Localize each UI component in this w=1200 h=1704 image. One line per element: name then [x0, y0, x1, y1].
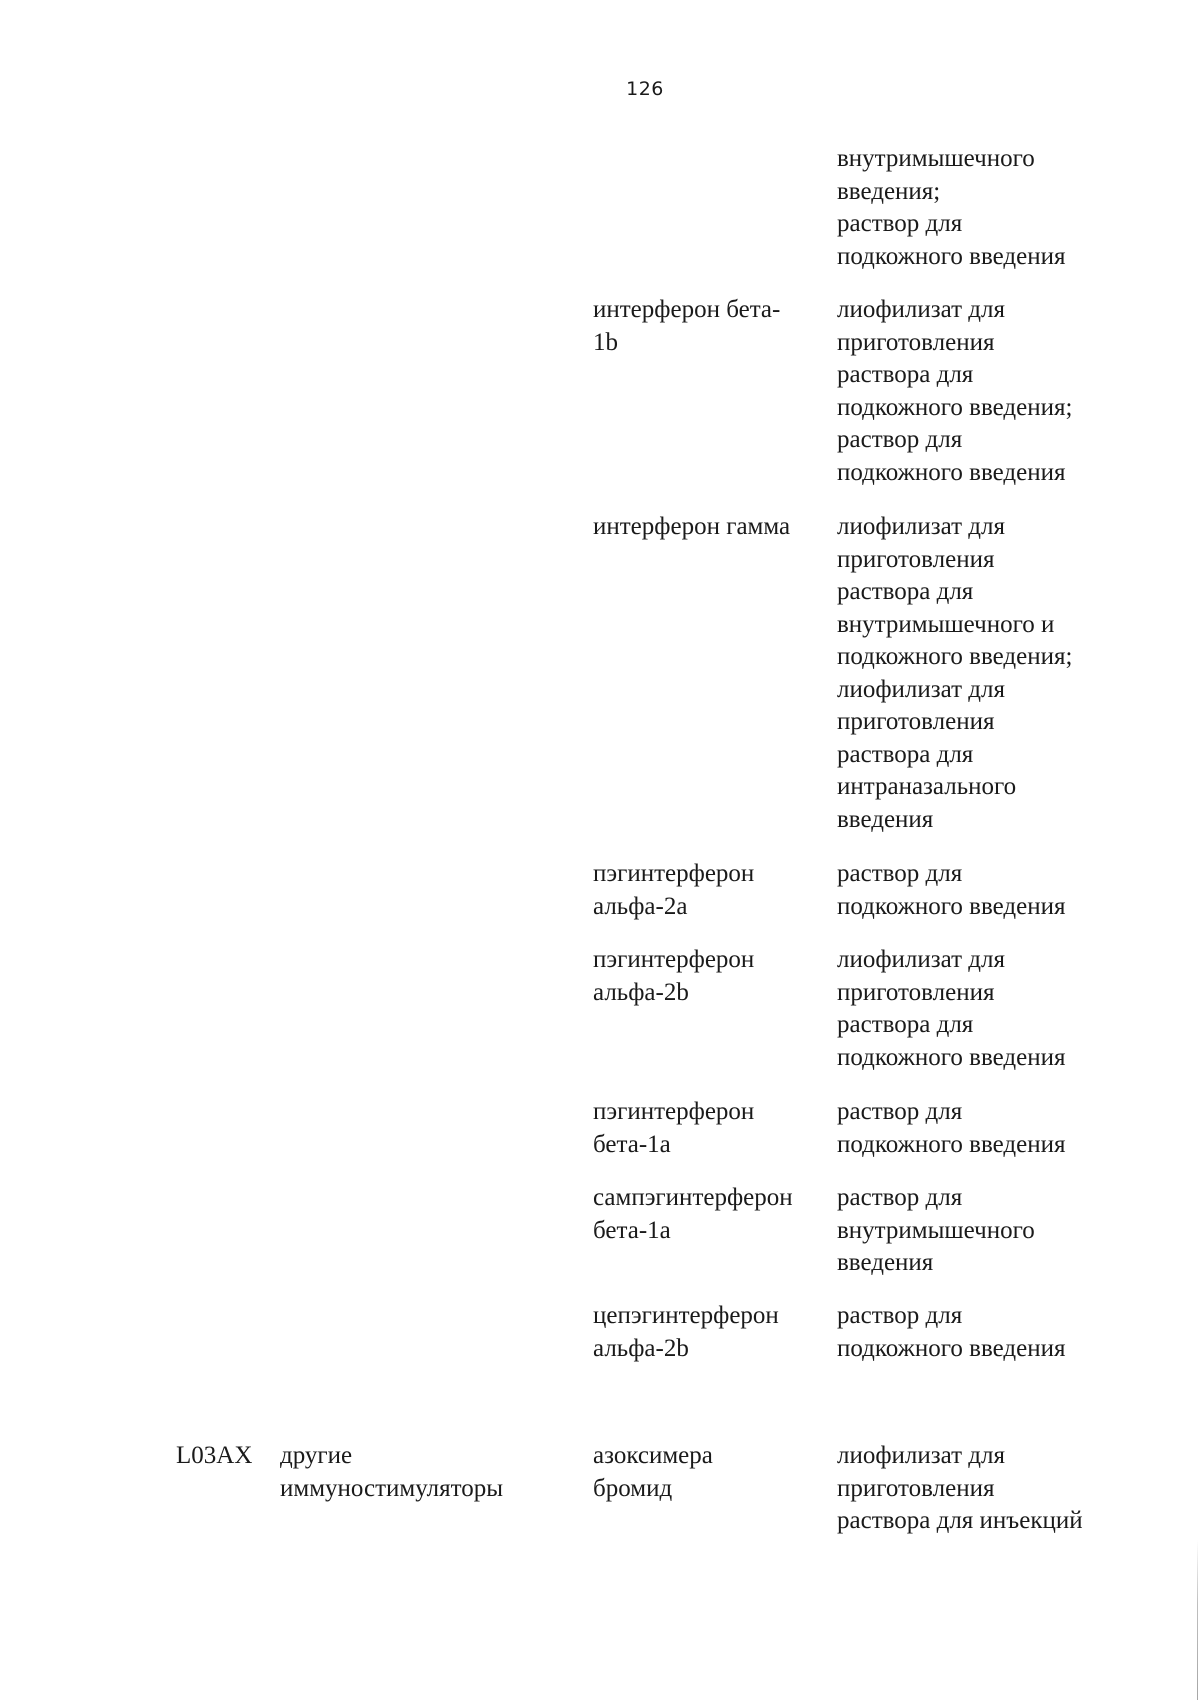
- drug-name-cell: интерферон гамма: [593, 513, 791, 540]
- dosage-form-cell: раствор для подкожного введения: [837, 860, 1066, 920]
- dosage-form-cell: раствор для внутримышечного введения: [837, 1184, 1035, 1276]
- drug-name-cell: интерферон бета- 1b: [593, 296, 781, 356]
- dosage-form-cell: внутримышечного введения; раствор для подкожного введения: [837, 145, 1066, 270]
- drug-name-cell: цепэгинтерферон альфа-2b: [593, 1302, 779, 1362]
- dosage-form-cell: раствор для подкожного введения: [837, 1098, 1066, 1158]
- scan-edge-line: [1197, 1540, 1198, 1700]
- drug-name-cell: пэгинтерферон альфа-2a: [593, 860, 755, 920]
- group-name-cell: другие иммуностимуляторы: [280, 1442, 504, 1502]
- drug-name-cell: азоксимера бромид: [593, 1442, 713, 1502]
- dosage-form-cell: лиофилизат для приготовления раствора для внутримышечного и подкожного введения; лиофилизат для приготовления раствора для интраназального введения: [837, 513, 1073, 833]
- atc-code-cell: L03AX: [176, 1442, 253, 1469]
- drug-name-cell: пэгинтерферон альфа-2b: [593, 946, 755, 1006]
- dosage-form-cell: раствор для подкожного введения: [837, 1302, 1066, 1362]
- dosage-form-cell: лиофилизат для приготовления раствора для подкожного введения: [837, 946, 1066, 1071]
- dosage-form-cell: лиофилизат для приготовления раствора для подкожного введения; раствор для подкожного введения: [837, 296, 1073, 486]
- drug-name-cell: сампэгинтерферон бета-1a: [593, 1184, 793, 1244]
- drug-name-cell: пэгинтерферон бета-1a: [593, 1098, 755, 1158]
- page-number: 126: [626, 78, 664, 100]
- dosage-form-cell: лиофилизат для приготовления раствора для инъекций: [837, 1442, 1083, 1534]
